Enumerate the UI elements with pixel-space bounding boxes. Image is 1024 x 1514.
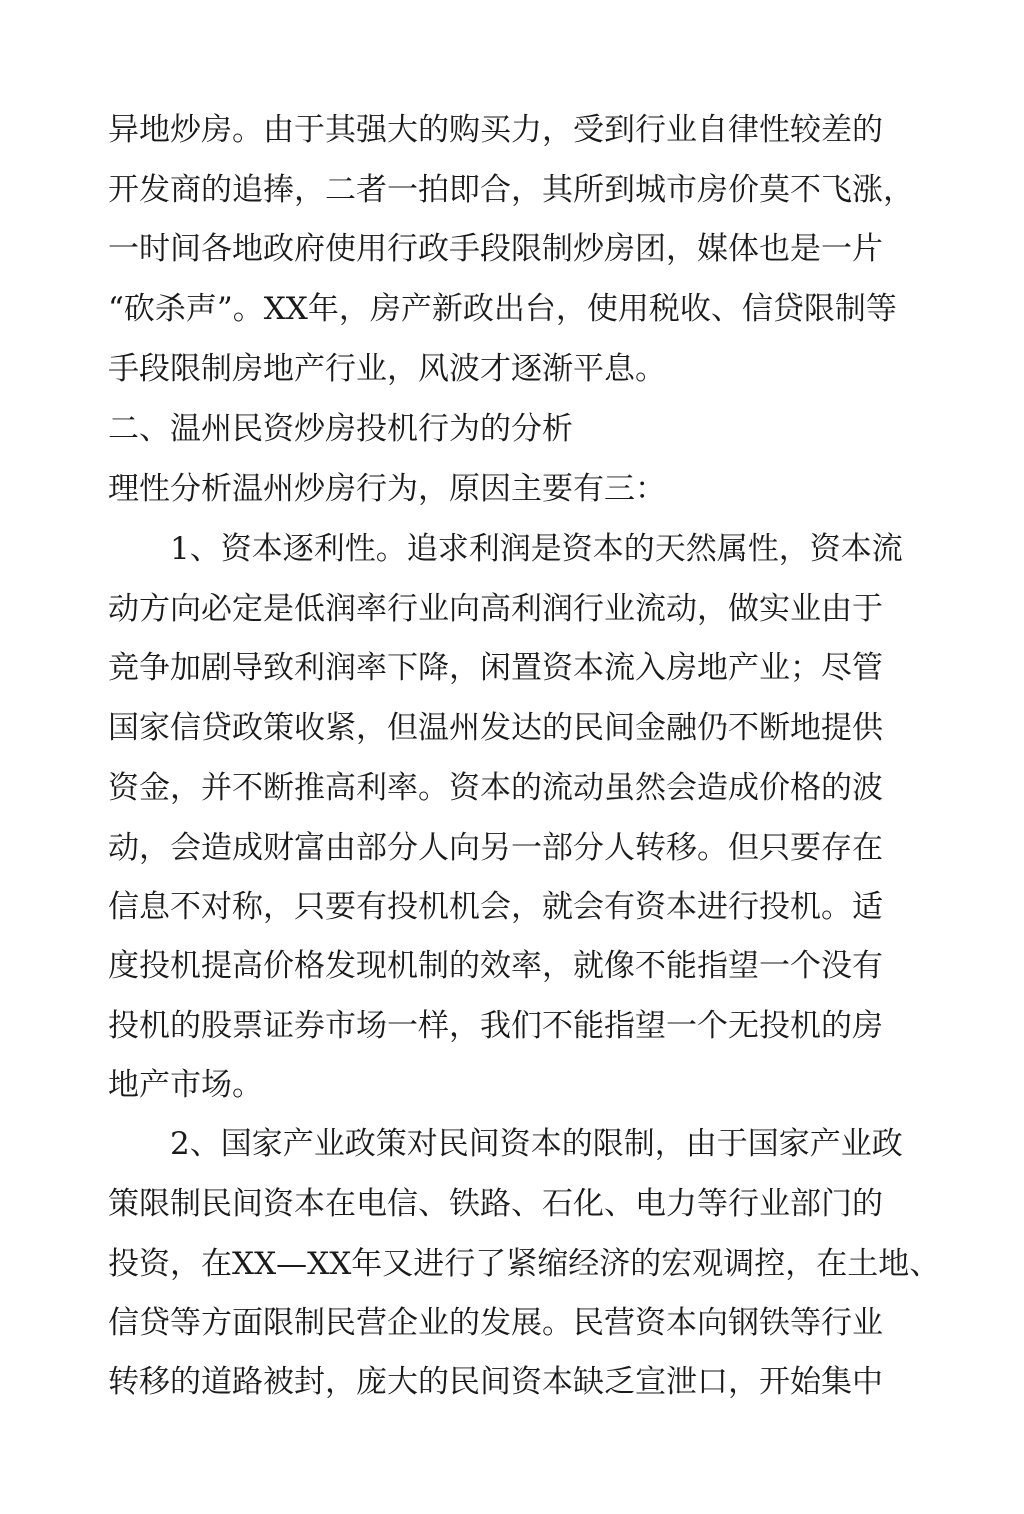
text-line: 理性分析温州炒房行为，原因主要有三： xyxy=(108,471,666,507)
text-line: 度投机提高价格发现机制的效率，就像不能指望一个没有 xyxy=(108,948,883,984)
text-line: 开发商的追捧，二者一拍即合，其所到城市房价莫不飞涨， xyxy=(108,172,914,208)
text-line: 策限制民间资本在电信、铁路、石化、电力等行业部门的 xyxy=(108,1186,883,1222)
text-line: 信息不对称，只要有投机机会，就会有资本进行投机。适 xyxy=(108,889,883,925)
text-line: 动，会造成财富由部分人向另一部分人转移。但只要存在 xyxy=(108,830,883,866)
text-line: 手段限制房地产行业，风波才逐渐平息。 xyxy=(108,351,666,387)
text-line: 2、国家产业政策对民间资本的限制，由于国家产业政 xyxy=(170,1126,903,1162)
text-line: 异地炒房。由于其强大的购买力，受到行业自律性较差的 xyxy=(108,112,883,148)
text-line: 投机的股票证券市场一样，我们不能指望一个无投机的房 xyxy=(108,1008,883,1044)
text-line: 竞争加剧导致利润率下降，闲置资本流入房地产业；尽管 xyxy=(108,650,883,686)
text-line: 资金，并不断推高利率。资本的流动虽然会造成价格的波 xyxy=(108,770,883,806)
text-line: 动方向必定是低润率行业向高利润行业流动，做实业由于 xyxy=(108,591,883,627)
section-heading: 二、温州民资炒房投机行为的分析 xyxy=(108,411,573,447)
text-line: 一时间各地政府使用行政手段限制炒房团，媒体也是一片 xyxy=(108,231,883,267)
text-line: “砍杀声”。XX年，房产新政出台，使用税收、信贷限制等 xyxy=(108,291,897,327)
text-line: 信贷等方面限制民营企业的发展。民营资本向钢铁等行业 xyxy=(108,1305,883,1341)
text-line: 转移的道路被封，庞大的民间资本缺乏宣泄口，开始集中 xyxy=(108,1364,883,1400)
text-line: 投资，在XX—XX年又进行了紧缩经济的宏观调控，在土地、 xyxy=(108,1246,941,1282)
text-line: 国家信贷政策收紧，但温州发达的民间金融仍不断地提供 xyxy=(108,710,883,746)
text-line: 地产市场。 xyxy=(108,1067,263,1103)
text-line: 1、资本逐利性。追求利润是资本的天然属性，资本流 xyxy=(170,531,903,567)
